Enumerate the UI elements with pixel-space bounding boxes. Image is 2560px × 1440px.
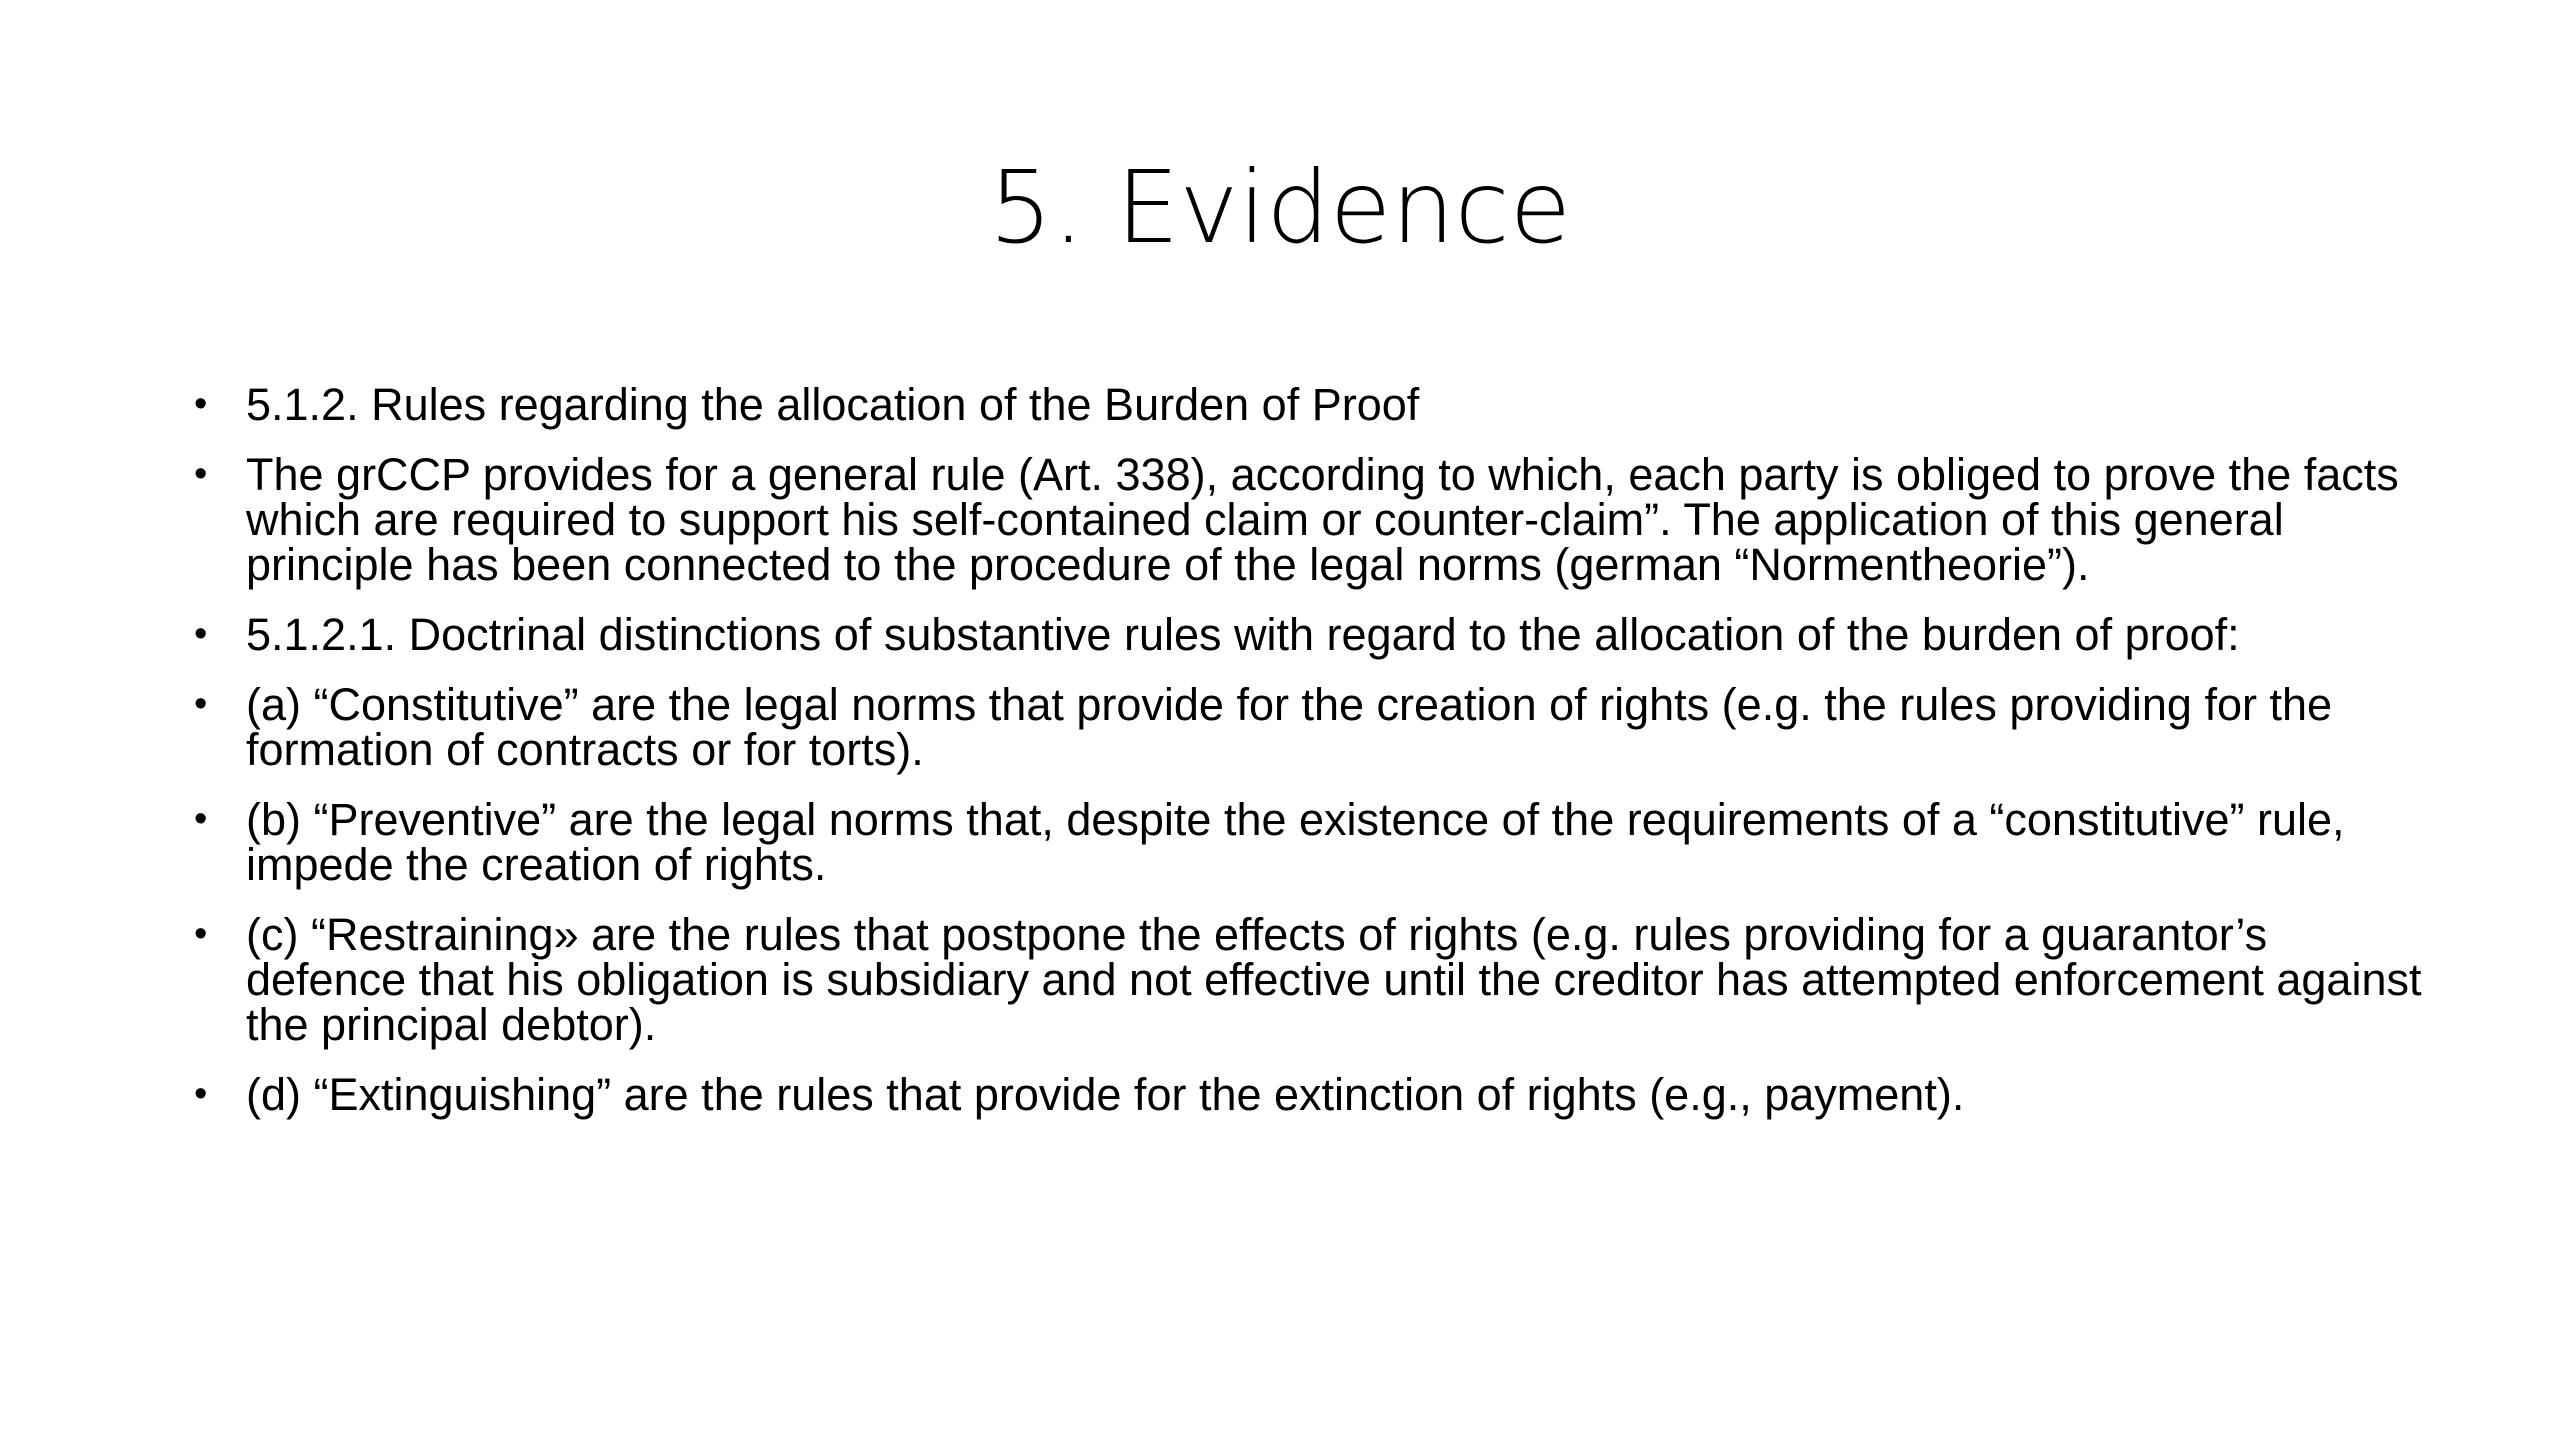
bullet-item-preventive: [190, 794, 2430, 890]
bullet-text: (c) “Restraining» are the rules that postpone the effects of rights (e.g. rules providing for a guarantor’s defence that his obligation is subsidiary and not effective until the creditor has attempted enforcement against the principal debtor).: [246, 909, 2422, 1050]
bullet-icon: •: [194, 798, 208, 840]
bullet-text: (d) “Extinguishing” are the rules that provide for the extinction of rights (e.g., payment).: [246, 1069, 1965, 1120]
bullet-item-constitutive: [190, 679, 2430, 775]
bullet-text: The grCCP provides for a general rule (Art. 338), according to which, each party is obliged to prove the facts which are required to support his self-contained claim or counter-claim”. The application of this general principle has been connected to the procedure of the legal norms (german “Normentheorie”).: [246, 449, 2399, 590]
bullet-item-burden-of-proof: [190, 379, 2430, 430]
bullet-text: 5.1.2. Rules regarding the allocation of the Burden of Proof: [246, 379, 1420, 430]
bullet-text: (a) “Constitutive” are the legal norms that provide for the creation of rights (e.g. the rules providing for the formation of contracts or for torts).: [246, 679, 2333, 775]
bullet-text: 5.1.2.1. Doctrinal distinctions of substantive rules with regard to the allocation of the burden of proof:: [246, 609, 2240, 660]
bullet-text: (b) “Preventive” are the legal norms that, despite the existence of the requirements of a “constitutive” rule, impede the creation of rights.: [246, 794, 2345, 890]
bullet-icon: •: [194, 613, 208, 655]
bullet-item-doctrinal-distinctions: [190, 609, 2430, 660]
bullet-icon: •: [194, 453, 208, 495]
bullet-item-restraining: [190, 909, 2430, 1050]
bullet-icon: •: [194, 1073, 208, 1115]
bullet-item-general-rule: [190, 449, 2430, 590]
bullet-icon: •: [194, 913, 208, 955]
bullet-icon: •: [194, 383, 208, 425]
bullet-icon: •: [194, 683, 208, 725]
slide-title: 5. Evidence: [988, 149, 1572, 266]
bullet-item-extinguishing: [190, 1069, 2430, 1120]
bullet-list: [190, 379, 2430, 1142]
